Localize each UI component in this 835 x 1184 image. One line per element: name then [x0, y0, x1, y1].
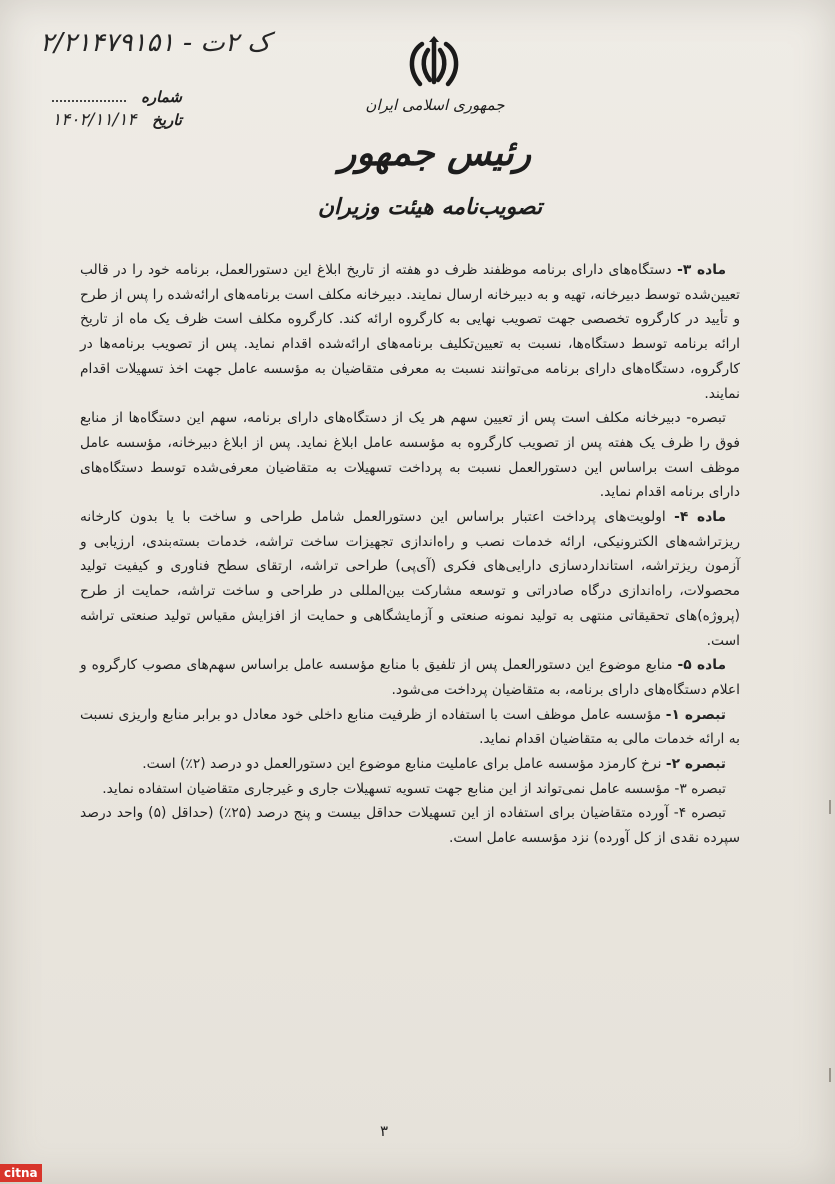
article-5-note-1-heading: تبصره ۱- — [665, 706, 726, 723]
article-3-note-heading: تبصره- — [686, 410, 726, 427]
article-5-note-4 — [80, 801, 740, 850]
article-5-note-3-text: مؤسسه عامل نمی‌تواند از این منابع جهت تسویه تسهیلات جاری و غیرجاری متقاضیان استفاده نماید. — [102, 780, 670, 797]
article-5-heading: ماده ۵- — [677, 657, 726, 674]
margin-mark — [829, 1068, 831, 1082]
article-4 — [80, 505, 740, 653]
number-row — [52, 88, 182, 110]
document-body — [80, 258, 740, 851]
article-5 — [80, 653, 740, 702]
watermark-logo: citna — [0, 1164, 42, 1182]
emblem-icon — [402, 36, 466, 92]
article-5-note-3 — [80, 777, 740, 802]
office-title: رئیس جمهور — [338, 132, 532, 174]
number-dots — [52, 88, 126, 102]
article-3-heading: ماده ۳- — [677, 262, 726, 278]
document-type: تصویب‌نامه هیئت وزیران — [317, 194, 543, 220]
page-number: ۳ — [380, 1122, 389, 1140]
article-3 — [80, 258, 740, 406]
article-5-note-1 — [80, 703, 740, 752]
article-5-note-2-heading: تبصره ۲- — [665, 756, 726, 773]
article-5-note-4-text: آورده متقاضیان برای استفاده از این تسهیلات حداقل بیست و پنج درصد (۲۵٪) (حداقل (۵) واحد درصد سپرده نقدی از کل آورده) نزد مؤسسه عامل است. — [80, 805, 740, 847]
date-label: تاریخ — [152, 111, 182, 129]
article-3-note-text: دبیرخانه مکلف است پس از تعیین سهم هر یک از دستگاه‌های دارای برنامه، سهم این دستگاه‌ها از منابع فوق را ظرف یک هفته پس از تصویب کارگروه به مؤسسه عامل ابلاغ نماید. پس از ابلاغ دبیرخانه، مؤسسه عامل موظف است براساس این دستورالعمل نسبت به پرداخت تسهیلات به متقاضیان معرفی‌شده توسط دستگاه‌های دارای برنامه اقدام نماید. — [80, 410, 740, 501]
article-4-text: اولویت‌های پرداخت اعتبار براساس این دستورالعمل شامل طراحی و ساخت با یا بدون کارخانه ریزتراشه‌های الکترونیکی، ارائه خدمات نصب و راه‌اندازی تجهیزات ساخت تراشه، خدمات بسته‌بندی، ارزیابی و آزمون ریزتراشه، استانداردسازی دارایی‌های فکری (آی‌پی) طراحی تراشه، ارتقای سطح فناوری و کیفیت تولید محصولات، راه‌اندازی درگاه صادراتی و توسعه مشارکت بین‌المللی در طراحی و ساخت تراشه، حمایت از طرح (پروژه)های تحقیقاتی منتهی به تولید نمونه صنعتی و آزمایشگاهی و حمایت از افزایش مقیاس تولید صنعتی تراشه است. — [80, 509, 740, 649]
date-row — [52, 110, 182, 132]
article-5-note-4-heading: تبصره ۴- — [673, 805, 727, 822]
letter-meta — [52, 88, 182, 132]
article-5-text: منابع موضوع این دستورالعمل پس از تلفیق با منابع مؤسسه عامل براساس سهم‌های مصوب کارگروه و اعلام دستگاه‌های دارای برنامه، به متقاضیان پرداخت می‌شود. — [80, 657, 740, 698]
article-3-note — [80, 406, 740, 505]
article-5-note-1-text: مؤسسه عامل موظف است با استفاده از ظرفیت منابع داخلی خود معادل دو برابر منابع واریزی نسبت به ارائه خدمات مالی به متقاضیان اقدام نماید. — [80, 706, 740, 748]
republic-title: جمهوری اسلامی ایران — [365, 96, 505, 114]
margin-mark — [829, 800, 831, 814]
article-3-text: دستگاه‌های دارای برنامه موظفند ظرف دو هفته از تاریخ ابلاغ این دستورالعمل، برنامه خود را در قالب تعیین‌شده توسط دبیرخانه، تهیه و به دبیرخانه ارسال نمایند. دبیرخانه مکلف است برنامه‌های ارائه‌شده را پس از طرح و تأیید در کارگروه تخصصی جهت تصویب نهایی به کارگروه ارائه کند. کارگروه مکلف است ظرف یک ماه از تاریخ ارائه برنامه توسط دستگاه‌ها، نسبت به تعیین‌تکلیف برنامه‌های ارائه‌شده اقدام نماید. پس از تصویب برنامه‌ها در کارگروه، دستگاه‌های دارای برنامه می‌توانند نسبت به معرفی متقاضیان به مؤسسه عامل جهت اخذ تسهیلات اقدام نمایند. — [80, 262, 740, 402]
number-label: شماره — [141, 88, 182, 106]
article-5-note-3-heading: تبصره ۳- — [674, 780, 726, 797]
reference-number: ۲/۲۱۴۷ک ۲ت - ۹۱۵۱ — [40, 28, 271, 58]
article-5-note-2 — [80, 752, 740, 777]
article-5-note-2-text: نرخ کارمزد مؤسسه عامل برای عاملیت منابع موضوع این دستورالعمل دو درصد (۲٪) است. — [142, 756, 662, 773]
date-value: ۱۴۰۲/۱۱/۱۴ — [52, 110, 137, 130]
article-4-heading: ماده ۴- — [674, 509, 726, 526]
